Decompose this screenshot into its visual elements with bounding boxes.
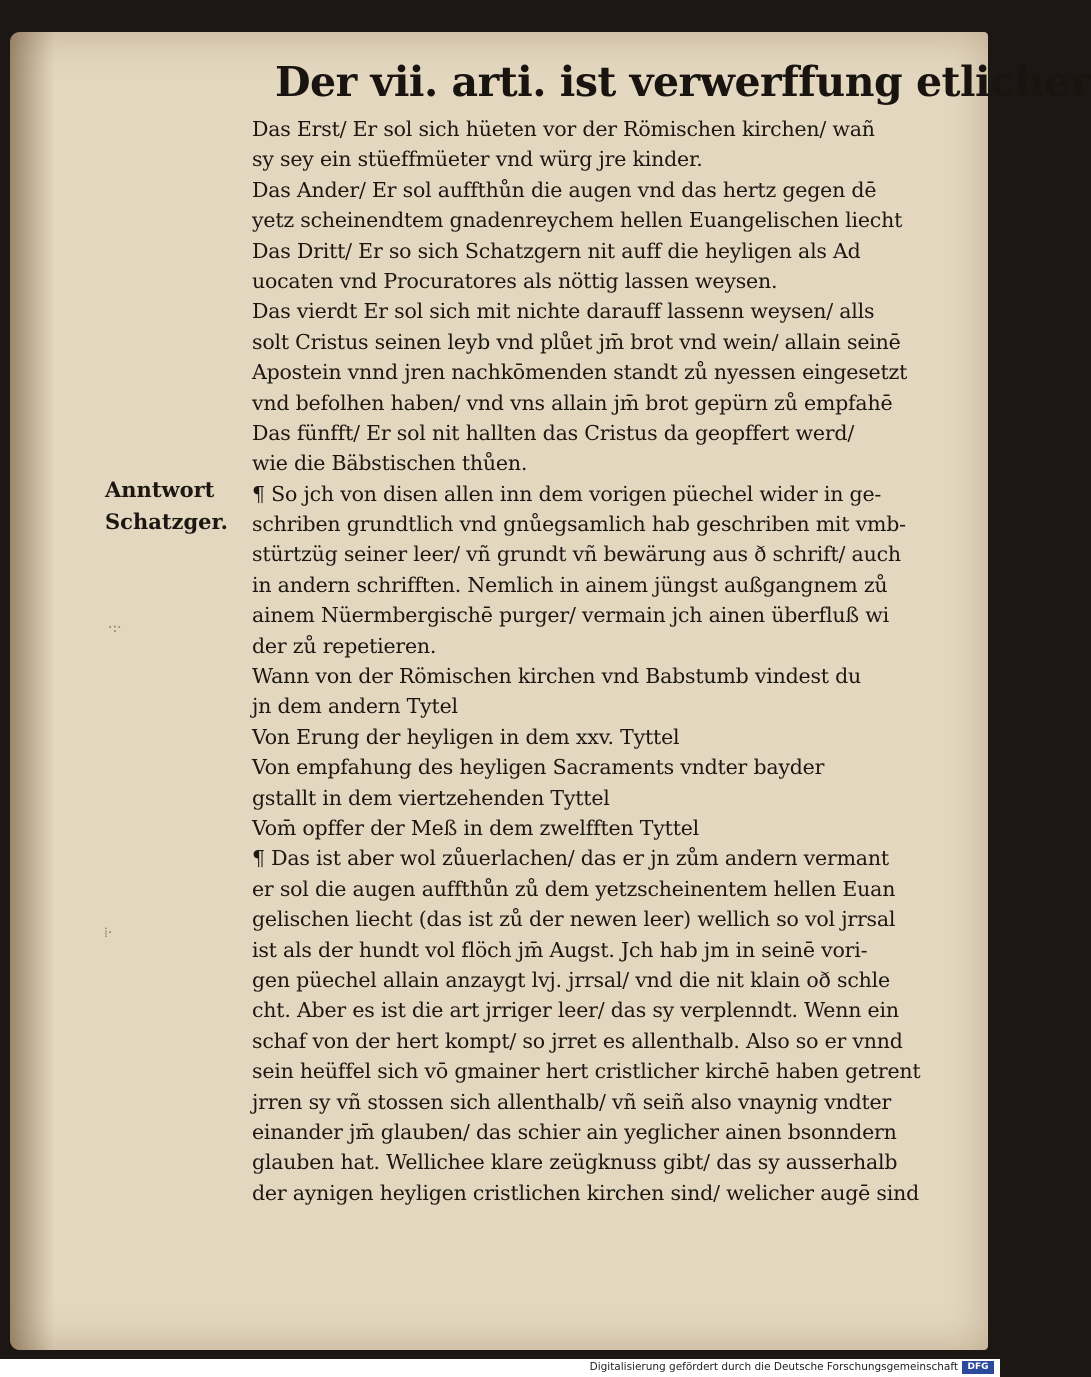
margin-note-line: Schatzger.: [105, 509, 228, 534]
text-line: wie die Bäbstischen thůen.: [252, 451, 528, 476]
page-smudge: ⁞·: [104, 925, 113, 941]
page-smudge: ·:·: [108, 620, 122, 636]
text-line: ist als der hundt vol flöch jm̄ Augst. Jch hab jm in seinē vori-: [252, 937, 868, 962]
dfg-logo-icon: DFG: [962, 1361, 994, 1374]
text-line: der zů repetieren.: [252, 633, 437, 658]
text-line: Das fünfft/ Er sol nit hallten das Cristus da geopffert werd/: [252, 420, 855, 445]
text-line: Das Dritt/ Er so sich Schatzgern nit auff die heyligen als Ad: [252, 238, 861, 263]
text-line: yetz scheinendtem gnadenreychem hellen Euangelischen liecht: [252, 208, 903, 233]
text-line: gstallt in dem viertzehenden Tyttel: [252, 785, 610, 810]
text-line: schriben grundtlich vnd gnůegsamlich hab geschriben mit vmb-: [252, 512, 906, 537]
text-line: Das vierdt Er sol sich mit nichte darauff lassenn weysen/ alls: [252, 299, 875, 324]
text-line: Das Erst/ Er sol sich hüeten vor der Römischen kirchen/ wañ: [252, 117, 875, 141]
text-line: gen püechel allain anzaygt lvj. jrrsal/ vnd die nit klain oð schle: [252, 967, 890, 992]
text-line: solt Cristus seinen leyb vnd plůet jm̄ brot vnd wein/ allain seinē: [252, 329, 901, 354]
text-line: ¶ So jch von disen allen inn dem vorigen püechel wider in ge-: [252, 481, 882, 506]
margin-note-line: Anntwort: [105, 477, 215, 502]
text-line: sy sey ein stüeffmüeter vnd würg jre kinder.: [252, 147, 703, 172]
text-line: vnd befolhen haben/ vnd vns allain jm̄ brot gepürn zů empfahē: [252, 390, 893, 415]
text-line: Apostein vnnd jren nachkōmenden standt zů nyessen eingesetzt: [252, 360, 908, 385]
body-text-block: [252, 114, 947, 1208]
text-line: stürtzüg seiner leer/ vñ grundt vñ bewärung aus ð schrift/ auch: [252, 542, 901, 567]
text-line: Das Ander/ Er sol auffthůn die augen vnd das hertz gegen dē: [252, 177, 877, 202]
text-line: glauben hat. Wellichee klare zeügknuss gibt/ das sy ausserhalb: [252, 1150, 898, 1175]
text-line: Von Erung der heyligen in dem xxv. Tyttel: [252, 724, 680, 749]
text-line: einander jm̄ glauben/ das schier ain yeglicher ainen bsonndern: [252, 1119, 897, 1144]
text-line: cht. Aber es ist die art jrriger leer/ das sy verplenndt. Wenn ein: [252, 998, 899, 1023]
footer-credit: Digitalisierung gefördert durch die Deutsche Forschungsgemeinschaft: [589, 1361, 958, 1373]
text-line: Wann von der Römischen kirchen vnd Babstumb vindest du: [252, 664, 862, 689]
margin-note: [105, 474, 245, 538]
text-line: in andern schrifften. Nemlich in ainem jüngst außgangnem zů: [252, 572, 888, 597]
text-line: Von empfahung des heyligen Sacraments vndter bayder: [252, 755, 825, 780]
page-gutter-shadow: [10, 32, 54, 1350]
text-line: ainem Nüermbergischē purger/ vermain jch ainen überfluß wi: [252, 603, 889, 628]
text-line: uocaten vnd Procuratores als nöttig lassen weysen.: [252, 268, 778, 293]
text-line: der aynigen heyligen cristlichen kirchen sind/ welicher augē sind: [252, 1180, 920, 1205]
text-line: schaf von der hert kompt/ so jrret es allenthalb. Also so er vnnd: [252, 1028, 903, 1053]
text-line: jrren sy vñ stossen sich allenthalb/ vñ seiñ also vnaynig vndter: [252, 1089, 892, 1114]
text-line: ¶ Das ist aber wol zůuerlachen/ das er jn zům andern vermant: [252, 846, 889, 871]
text-line: gelischen liecht (das ist zů der newen leer) wellich so vol jrrsal: [252, 907, 896, 932]
text-line: er sol die augen auffthůn zů dem yetzscheinentem hellen Euan: [252, 876, 896, 901]
text-line: jn dem andern Tytel: [252, 694, 458, 719]
text-line: sein heüffel sich vō gmainer hert cristlicher kirchē haben getrent: [252, 1059, 921, 1084]
text-line: Vom̄ opffer der Meß in dem zwelfften Tyttel: [252, 815, 700, 840]
page-heading: Der vii. arti. ist verwerffung etlicher: [275, 58, 1091, 106]
